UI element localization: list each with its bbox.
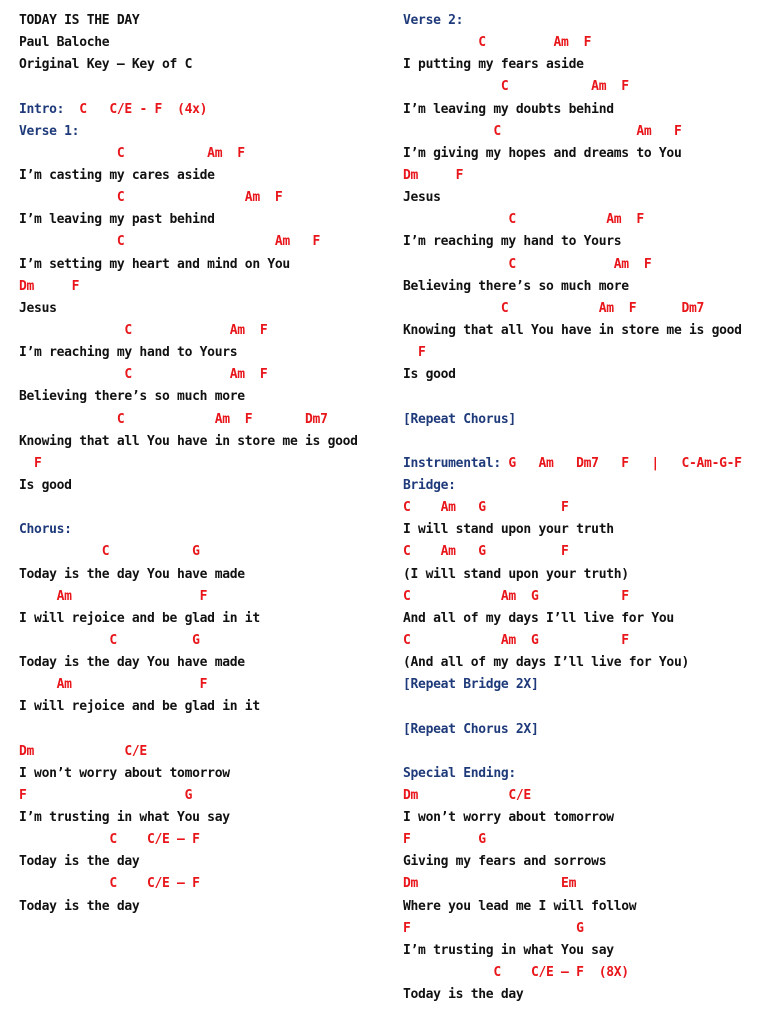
section-heading-chorus <box>19 519 379 541</box>
lyric-line: Giving my fears and sorrows <box>403 854 607 870</box>
blank-line <box>19 497 379 519</box>
lyric-line: Is good <box>403 367 456 383</box>
section-heading-repeat-chorus <box>403 409 763 431</box>
blank-line <box>19 719 379 741</box>
lyric-line: I’m giving my hopes and dreams to You <box>403 145 682 161</box>
left-column <box>19 10 379 918</box>
heading-label: Verse 2: <box>403 13 464 28</box>
chord-line: F G <box>403 832 486 848</box>
chord-line: C Am F <box>19 145 245 161</box>
section-heading-repeat-chorus-2x <box>403 719 763 741</box>
lyric-line: Believing there’s so much more <box>19 389 245 405</box>
section-heading-instrumental <box>403 453 763 475</box>
chord-line: Dm F <box>403 167 464 183</box>
lyric-line: (I will stand upon your truth) <box>403 566 629 582</box>
heading-label: [Repeat Chorus 2X] <box>403 721 539 737</box>
chord-line: C Am G F <box>403 632 629 648</box>
section-heading-intro <box>19 99 379 121</box>
heading-label: Chorus: <box>19 522 72 538</box>
chord-line: C C/E – F <box>19 876 200 892</box>
lyric-line: And all of my days I’ll live for You <box>403 610 674 626</box>
chord-line: F G <box>19 787 193 803</box>
lyric-line: I’m leaving my doubts behind <box>403 101 614 117</box>
chord-line: Dm C/E <box>403 787 531 803</box>
heading-label: Special Ending: <box>403 765 516 781</box>
chord-line: F G <box>403 920 584 936</box>
chord-line: C Am F <box>19 322 268 338</box>
lyric-line: Today is the day <box>19 854 140 870</box>
lyric-line: I’m trusting in what You say <box>19 810 230 826</box>
lyric-line: I won’t worry about tomorrow <box>403 810 614 826</box>
heading-label: Intro: <box>19 101 65 117</box>
section-heading-repeat-bridge-2x <box>403 674 763 696</box>
chord-line: C Am F Dm7 <box>403 300 705 316</box>
heading-label: [Repeat Chorus] <box>403 411 516 427</box>
lyric-line: Jesus <box>403 190 441 206</box>
section-heading-verse-2 <box>403 10 763 32</box>
chord-line: C Am F <box>403 256 652 272</box>
chord-line: C C/E – F (8X) <box>403 965 629 981</box>
chord-line: C Am F <box>19 367 268 383</box>
chord-line: C Am G F <box>403 544 569 560</box>
chord-line: C G <box>19 632 200 648</box>
lyric-line: Knowing that all You have in store me is good <box>19 433 358 449</box>
heading-label: [Repeat Bridge 2X] <box>403 677 539 693</box>
lyric-line: I will stand upon your truth <box>403 522 614 538</box>
chord-line: Dm C/E <box>19 743 147 759</box>
lyric-line: I’m reaching my hand to Yours <box>403 234 622 250</box>
heading-chords: G Am Dm7 F | C-Am-G-F <box>500 455 742 471</box>
chord-line: F <box>19 455 42 471</box>
chord-line: C Am F <box>19 190 283 206</box>
lyric-line: I’m casting my cares aside <box>19 167 215 183</box>
heading-label: Verse 1: <box>19 123 80 139</box>
section-heading-special-ending <box>403 763 763 785</box>
blank-line <box>403 741 763 763</box>
lyric-line: I’m setting my heart and mind on You <box>19 256 290 272</box>
chord-line: C Am F <box>403 79 629 95</box>
lyric-line: I putting my fears aside <box>403 57 584 73</box>
lyric-line: I’m trusting in what You say <box>403 942 614 958</box>
blank-line <box>19 76 379 98</box>
chord-line: C Am F <box>403 212 644 228</box>
chord-line: C Am F Dm7 <box>19 411 328 427</box>
lyric-line: Today is the day <box>403 987 524 1003</box>
lyric-line: (And all of my days I’ll live for You) <box>403 655 690 671</box>
lyric-line: I will rejoice and be glad in it <box>19 699 260 715</box>
lyric-line: I’m reaching my hand to Yours <box>19 345 238 361</box>
chord-line: C Am G F <box>403 588 629 604</box>
chord-line: F <box>403 345 426 361</box>
lyric-line: Original Key – Key of C <box>19 57 193 73</box>
chord-line: C Am F <box>19 234 321 250</box>
chord-line: C G <box>19 544 200 560</box>
lyric-line: Today is the day You have made <box>19 566 245 582</box>
chord-line: C Am F <box>403 123 682 139</box>
lyric-line: Where you lead me I will follow <box>403 898 637 914</box>
lyric-line: Is good <box>19 477 72 493</box>
lyric-line: I’m leaving my past behind <box>19 212 215 228</box>
heading-label: Instrumental: <box>403 455 501 471</box>
heading-label: Bridge: <box>403 477 456 493</box>
blank-line <box>403 431 763 453</box>
chord-line: Dm Em <box>403 876 577 892</box>
right-column <box>403 10 763 1006</box>
chord-line: C Am G F <box>403 500 569 516</box>
chord-line: Dm F <box>19 278 80 294</box>
lyric-line: TODAY IS THE DAY <box>19 13 140 28</box>
lyric-line: Knowing that all You have in store me is good <box>403 322 742 338</box>
lyric-line: Jesus <box>19 300 57 316</box>
chord-line: Am F <box>19 677 208 693</box>
section-heading-bridge <box>403 475 763 497</box>
lyric-line: Today is the day <box>19 898 140 914</box>
blank-line <box>403 386 763 408</box>
heading-chords: C C/E - F (4x) <box>64 101 208 117</box>
chord-line: C Am F <box>403 35 592 51</box>
lyric-line: Paul Baloche <box>19 35 110 51</box>
lyric-line: I will rejoice and be glad in it <box>19 610 260 626</box>
section-heading-verse-1 <box>19 121 379 143</box>
lyric-line: Believing there’s so much more <box>403 278 629 294</box>
chord-line: C C/E – F <box>19 832 200 848</box>
lyric-line: I won’t worry about tomorrow <box>19 765 230 781</box>
blank-line <box>403 696 763 718</box>
chord-line: Am F <box>19 588 208 604</box>
lyric-line: Today is the day You have made <box>19 655 245 671</box>
